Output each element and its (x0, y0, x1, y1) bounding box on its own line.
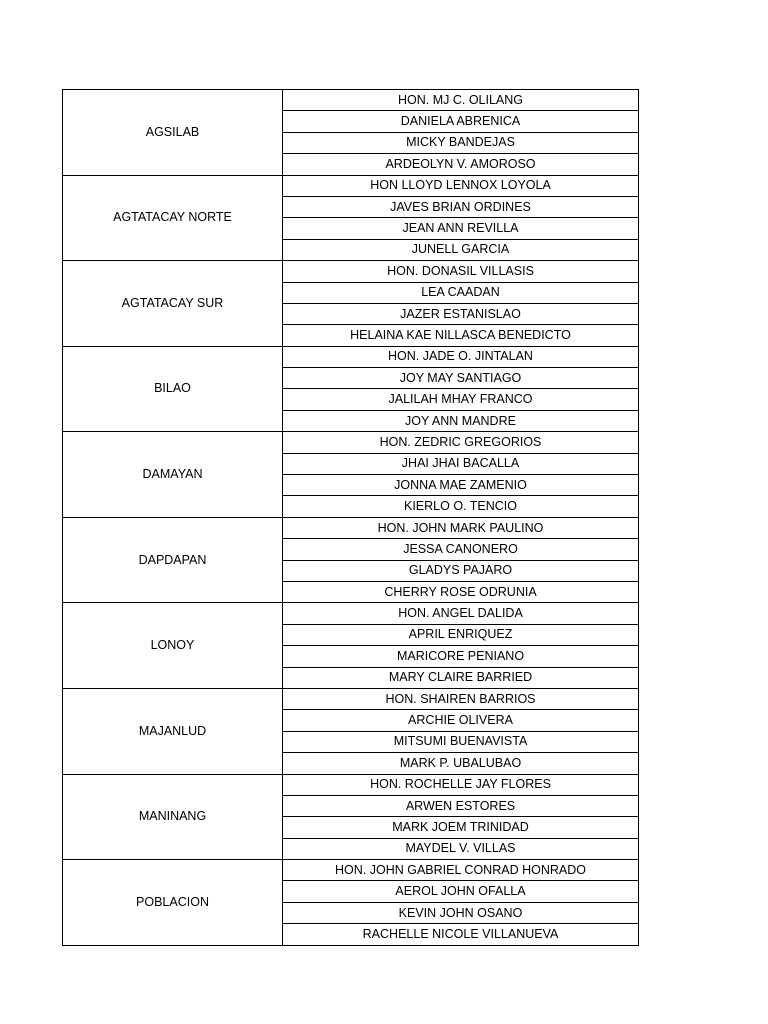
member-name-cell: DANIELA ABRENICA (283, 111, 639, 132)
barangay-cell: AGTATACAY NORTE (63, 175, 283, 261)
member-name-cell: JUNELL GARCIA (283, 239, 639, 260)
member-name-cell: ARWEN ESTORES (283, 795, 639, 816)
table-row (63, 688, 639, 709)
table-row (63, 432, 639, 453)
member-name-cell: JHAI JHAI BACALLA (283, 453, 639, 474)
member-name-cell: APRIL ENRIQUEZ (283, 624, 639, 645)
barangay-cell: AGSILAB (63, 90, 283, 176)
member-name-cell: JAZER ESTANISLAO (283, 303, 639, 324)
member-name-cell: ARCHIE OLIVERA (283, 710, 639, 731)
barangay-cell: DAMAYAN (63, 432, 283, 518)
barangay-cell: BILAO (63, 346, 283, 432)
member-name-cell: JESSA CANONERO (283, 539, 639, 560)
member-name-cell: KEVIN JOHN OSANO (283, 902, 639, 923)
table-row (63, 346, 639, 367)
member-name-cell: CHERRY ROSE ODRUNIA (283, 581, 639, 602)
member-name-cell: MARY CLAIRE BARRIED (283, 667, 639, 688)
table-row (63, 261, 639, 282)
table-row (63, 860, 639, 881)
member-name-cell: KIERLO O. TENCIO (283, 496, 639, 517)
barangay-cell: DAPDAPAN (63, 517, 283, 603)
member-name-cell: JOY ANN MANDRE (283, 410, 639, 431)
member-name-cell: HON. MJ C. OLILANG (283, 90, 639, 111)
barangay-cell: POBLACION (63, 860, 283, 946)
member-name-cell: RACHELLE NICOLE VILLANUEVA (283, 924, 639, 945)
member-name-cell: MAYDEL V. VILLAS (283, 838, 639, 859)
barangay-cell: MANINANG (63, 774, 283, 860)
member-name-cell: MARK JOEM TRINIDAD (283, 817, 639, 838)
member-name-cell: HELAINA KAE NILLASCA BENEDICTO (283, 325, 639, 346)
member-name-cell: GLADYS PAJARO (283, 560, 639, 581)
barangay-cell: LONOY (63, 603, 283, 689)
member-name-cell: HON. DONASIL VILLASIS (283, 261, 639, 282)
table-row (63, 517, 639, 538)
member-name-cell: HON. ROCHELLE JAY FLORES (283, 774, 639, 795)
barangay-cell: MAJANLUD (63, 688, 283, 774)
table-row (63, 175, 639, 196)
table-row (63, 603, 639, 624)
member-name-cell: MITSUMI BUENAVISTA (283, 731, 639, 752)
member-name-cell: AEROL JOHN OFALLA (283, 881, 639, 902)
member-name-cell: HON. JOHN MARK PAULINO (283, 517, 639, 538)
member-name-cell: HON LLOYD LENNOX LOYOLA (283, 175, 639, 196)
barangay-cell: AGTATACAY SUR (63, 261, 283, 347)
member-name-cell: HON. JOHN GABRIEL CONRAD HONRADO (283, 860, 639, 881)
member-name-cell: MARK P. UBALUBAO (283, 753, 639, 774)
member-name-cell: MARICORE PENIANO (283, 646, 639, 667)
member-name-cell: ARDEOLYN V. AMOROSO (283, 154, 639, 175)
table-row (63, 90, 639, 111)
member-name-cell: HON. ANGEL DALIDA (283, 603, 639, 624)
roster-body (63, 90, 639, 946)
member-name-cell: HON. ZEDRIC GREGORIOS (283, 432, 639, 453)
member-name-cell: HON. SHAIREN BARRIOS (283, 688, 639, 709)
member-name-cell: JALILAH MHAY FRANCO (283, 389, 639, 410)
member-name-cell: HON. JADE O. JINTALAN (283, 346, 639, 367)
barangay-roster-table (62, 89, 639, 946)
member-name-cell: MICKY BANDEJAS (283, 132, 639, 153)
member-name-cell: LEA CAADAN (283, 282, 639, 303)
member-name-cell: JOY MAY SANTIAGO (283, 368, 639, 389)
member-name-cell: JONNA MAE ZAMENIO (283, 475, 639, 496)
member-name-cell: JEAN ANN REVILLA (283, 218, 639, 239)
table-row (63, 774, 639, 795)
member-name-cell: JAVES BRIAN ORDINES (283, 196, 639, 217)
